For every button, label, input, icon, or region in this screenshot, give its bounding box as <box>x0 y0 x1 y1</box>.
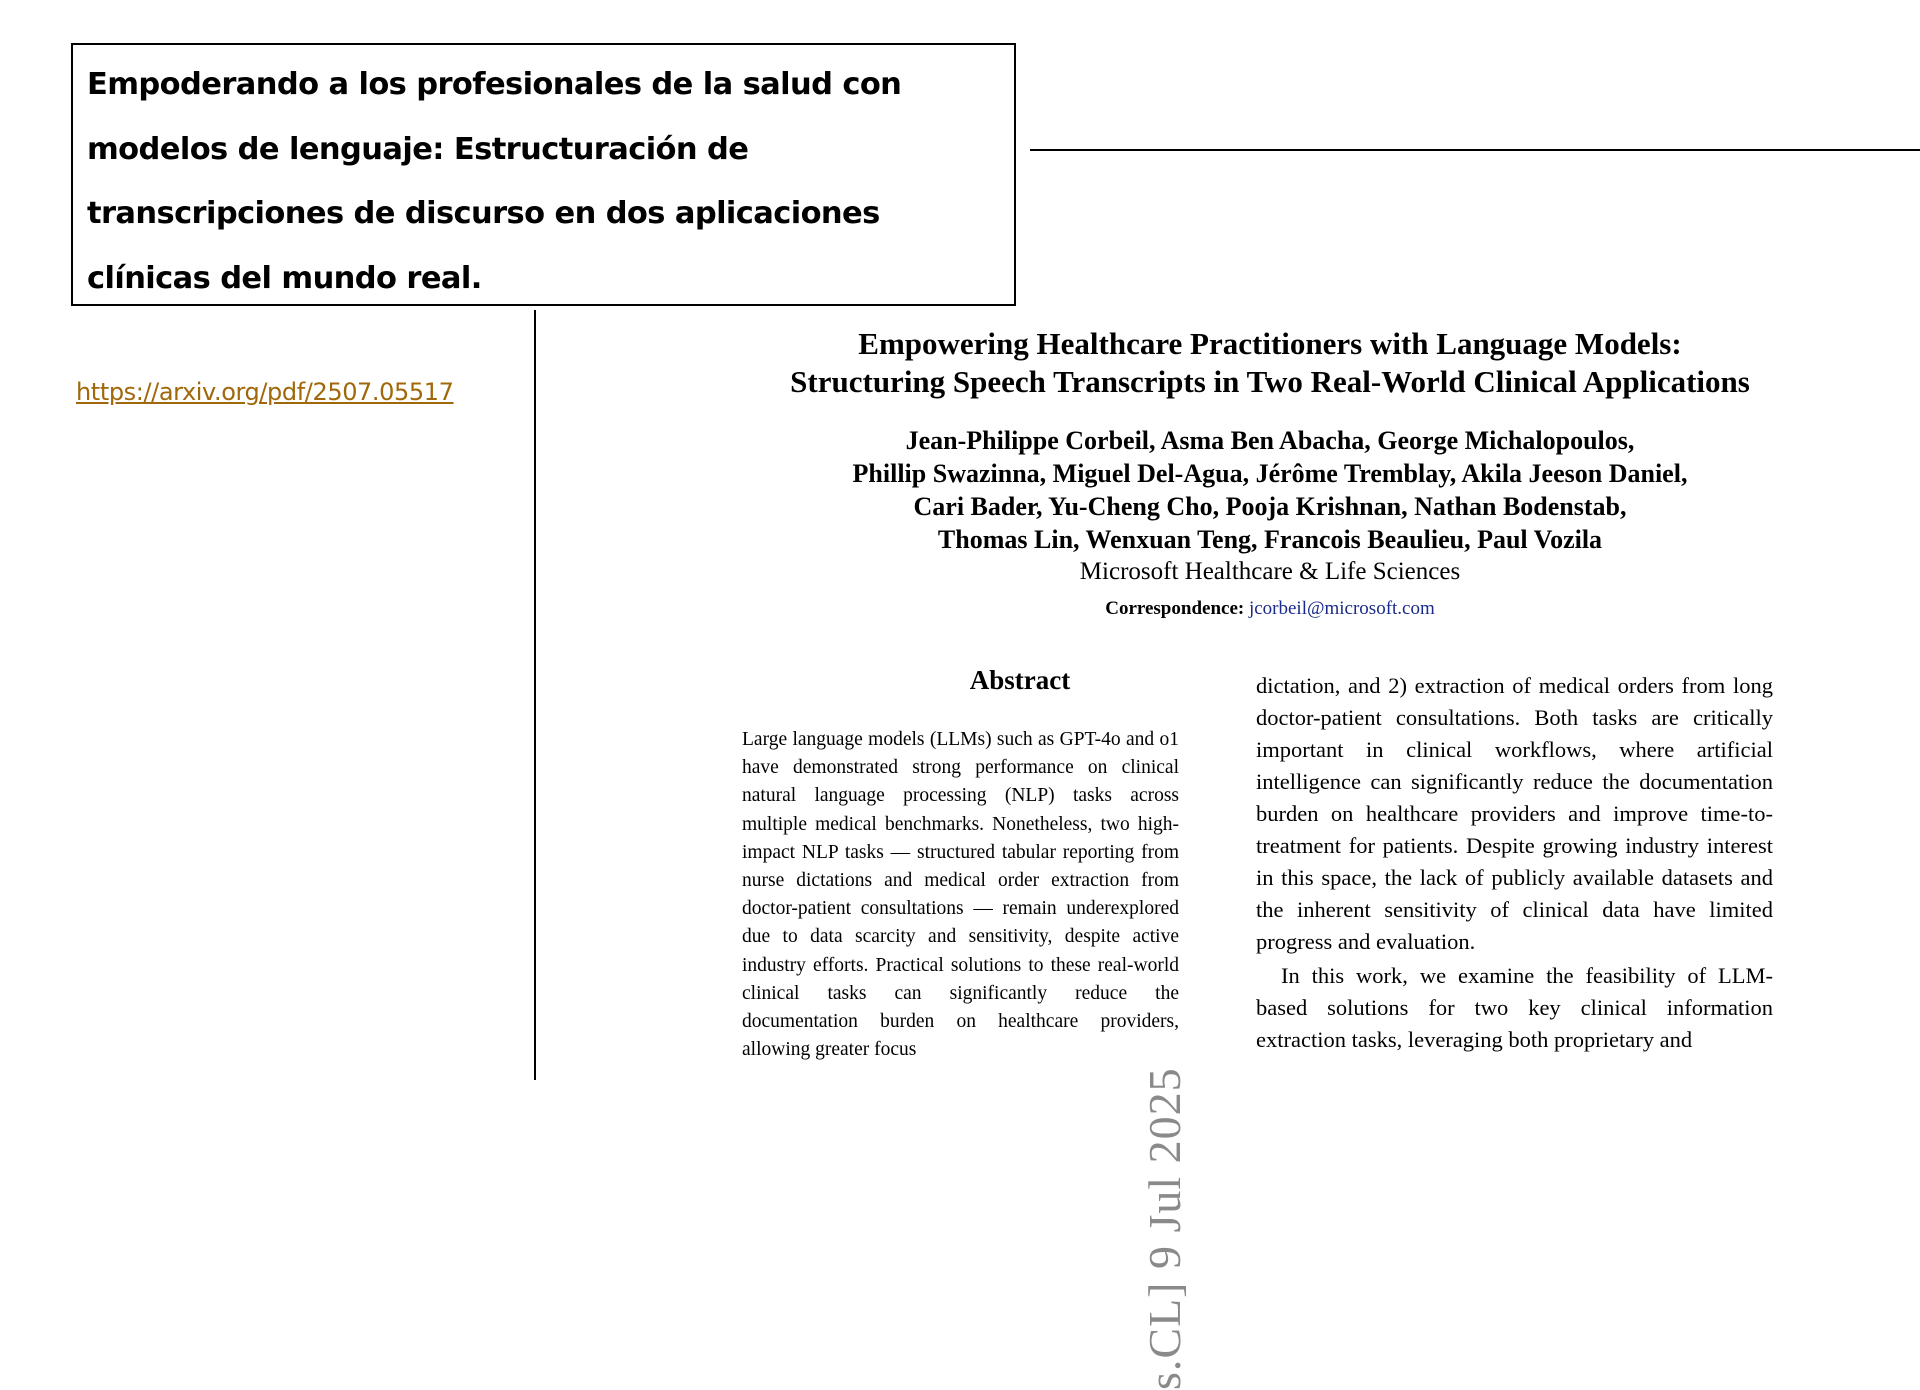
paper-authors <box>680 424 1860 556</box>
paper-affiliation: Microsoft Healthcare & Life Sciences <box>1079 558 1461 585</box>
paper-title-line-1: Empowering Healthcare Practitioners with Language Models: <box>858 326 1682 361</box>
authors-line-2: Phillip Swazinna, Miguel Del-Agua, Jérôme Tremblay, Akila Jeeson Daniel, <box>852 459 1688 488</box>
header-rule <box>1030 149 1920 151</box>
arxiv-side-stamp: s.CL] 9 Jul 2025 <box>1139 1067 1190 1390</box>
slide-title-box <box>71 43 1016 306</box>
arxiv-link[interactable]: https://arxiv.org/pdf/2507.05517 <box>76 378 454 406</box>
paper-left-edge <box>534 310 536 1080</box>
authors-line-1: Jean-Philippe Corbeil, Asma Ben Abacha, George Michalopoulos, <box>905 426 1635 455</box>
correspondence-email: jcorbeil@microsoft.com <box>1248 598 1435 619</box>
paper-title <box>680 325 1860 401</box>
intro-right-column <box>1256 670 1773 1056</box>
authors-line-3: Cari Bader, Yu-Cheng Cho, Pooja Krishnan, Nathan Bodenstab, <box>913 492 1627 521</box>
paper-title-line-2: Structuring Speech Transcripts in Two Real-World Clinical Applications <box>790 364 1750 399</box>
abstract-heading: Abstract <box>969 665 1071 695</box>
paper-page-image <box>540 310 1920 1390</box>
intro-paragraph-2: In this work, we examine the feasibility of LLM-based solutions for two key clinical information extraction tasks, leveraging both proprietary and <box>1256 963 1773 1052</box>
correspondence-label: Correspondence: <box>1105 598 1245 619</box>
abstract-text: Large language models (LLMs) such as GPT-4o and o1 have demonstrated strong performance on clinical natural language processing (NLP) tasks across multiple medical benchmarks. Nonetheless, two high-impact NLP tasks — structured tabular reporting from nurse dictations and medical order extraction from doctor-patient consultations — remain underexplored due to data scarcity and sensitivity, despite active industry efforts. Practical solutions to these real-world clinical tasks can significantly reduce the documentation burden on healthcare providers, allowing greater focus <box>742 729 1179 1061</box>
intro-paragraph-1: dictation, and 2) extraction of medical orders from long doctor-patient consultations. Both tasks are critically important in clinical workflows, where artificial intelligence can significantly reduce the documentation burden on healthcare providers and improve time-to-treatment for patients. Despite growing industry interest in this space, the lack of publicly available datasets and the inherent sensitivity of clinical data have limited progress and evaluation. <box>1256 673 1773 954</box>
authors-line-4: Thomas Lin, Wenxuan Teng, Francois Beaulieu, Paul Vozila <box>937 525 1603 554</box>
paper-correspondence <box>680 596 1860 622</box>
slide-title: Empoderando a los profesionales de la salud con modelos de lenguaje: Estructuración de transcripciones de discurso en dos aplicaciones clínicas del mundo real. <box>87 67 902 296</box>
